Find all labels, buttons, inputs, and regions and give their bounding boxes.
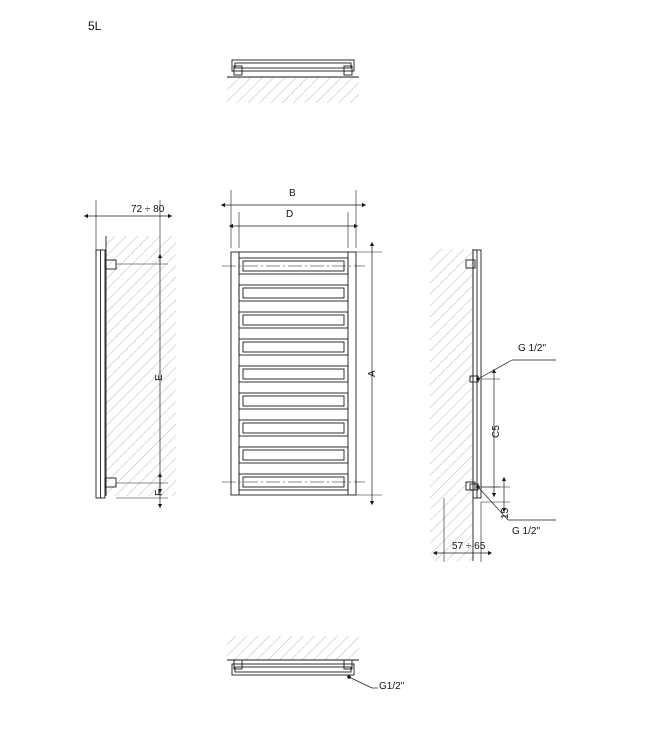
connection-label-top: G 1/2" — [518, 343, 547, 354]
dimension-label-wall-depth: 57 ÷ 65 — [452, 541, 486, 552]
right-side-view-group — [430, 249, 556, 562]
dimension-label-A: A — [367, 370, 378, 377]
dimension-label-B: B — [289, 188, 296, 199]
dimension-label-top-depth: 72 ÷ 80 — [131, 204, 165, 215]
bottom-view-group — [227, 636, 378, 688]
drawing-title: 5L — [88, 19, 102, 33]
dimension-label-F: F — [154, 489, 165, 496]
dimension-label-E: E — [154, 374, 165, 381]
front-view-group — [222, 190, 382, 501]
dimension-label-15: 15 — [500, 507, 511, 519]
left-side-view-group — [88, 200, 176, 504]
connection-label-bottom-view: G1/2" — [379, 681, 405, 692]
dimension-label-C5: C5 — [491, 425, 502, 438]
top-view-group — [227, 60, 359, 103]
dimension-label-D: D — [286, 209, 294, 220]
connection-label-bottom: G 1/2" — [512, 526, 541, 537]
